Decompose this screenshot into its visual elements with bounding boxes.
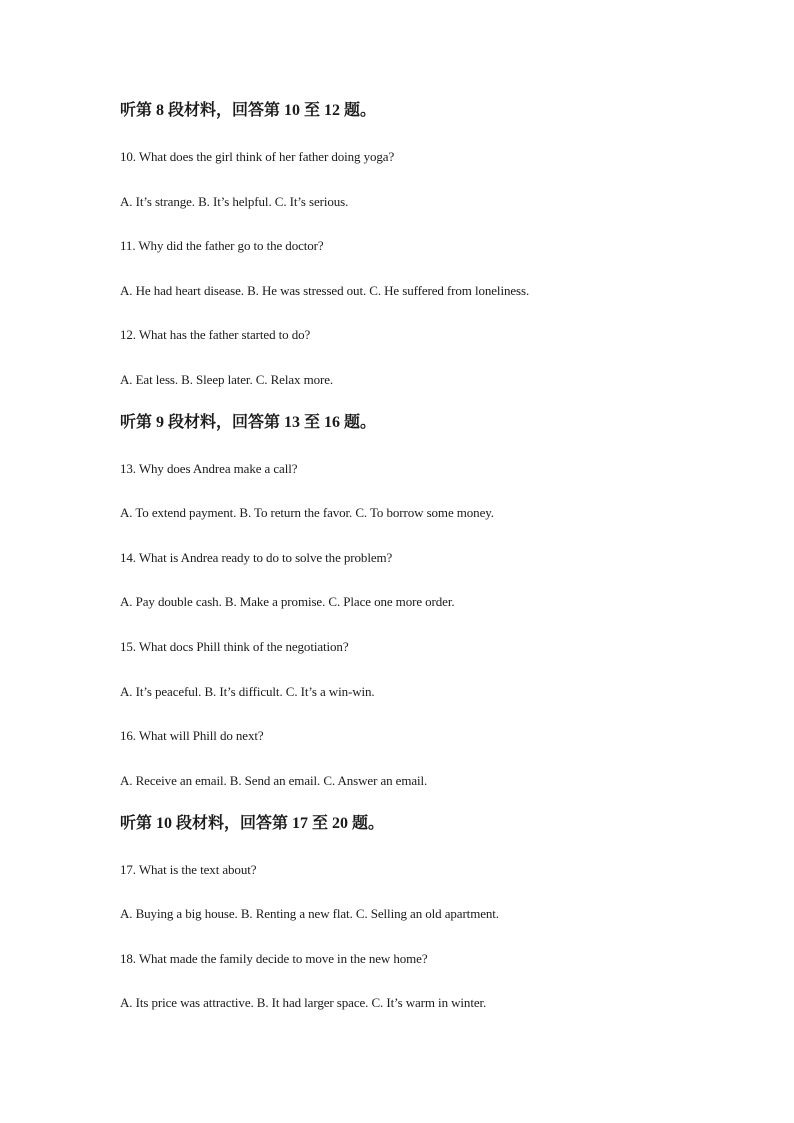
options-16: A. Receive an email. B. Send an email. C. Answer an email. [120, 773, 428, 788]
question-15: 15. What docs Phill think of the negotiation? [120, 639, 349, 654]
question-11: 11. Why did the father go to the doctor? [120, 238, 324, 253]
options-14: A. Pay double cash. B. Make a promise. C. Place one more order. [120, 594, 455, 609]
question-10: 10. What does the girl think of her father doing yoga? [120, 149, 395, 164]
options-15: A. It’s peaceful. B. It’s difficult. C. It’s a win-win. [120, 684, 375, 699]
section-heading-10: 听第 10 段材料，回答第 17 至 20 题。 [120, 815, 385, 832]
question-17: 17. What is the text about? [120, 862, 257, 877]
options-10: A. It’s strange. B. It’s helpful. C. It’s serious. [120, 194, 349, 209]
question-16: 16. What will Phill do next? [120, 728, 264, 743]
question-13: 13. Why does Andrea make a call? [120, 461, 298, 476]
options-12: A. Eat less. B. Sleep later. C. Relax more. [120, 372, 334, 387]
options-18: A. Its price was attractive. B. It had larger space. C. It’s warm in winter. [120, 995, 487, 1010]
options-17: A. Buying a big house. B. Renting a new flat. C. Selling an old apartment. [120, 906, 499, 921]
question-18: 18. What made the family decide to move in the new home? [120, 951, 428, 966]
section-heading-8: 听第 8 段材料，回答第 10 至 12 题。 [120, 102, 377, 119]
question-12: 12. What has the father started to do? [120, 327, 311, 342]
question-14: 14. What is Andrea ready to do to solve the problem? [120, 550, 393, 565]
options-13: A. To extend payment. B. To return the favor. C. To borrow some money. [120, 505, 494, 520]
options-11: A. He had heart disease. B. He was stressed out. C. He suffered from loneliness. [120, 283, 530, 298]
section-heading-9: 听第 9 段材料，回答第 13 至 16 题。 [120, 414, 377, 431]
